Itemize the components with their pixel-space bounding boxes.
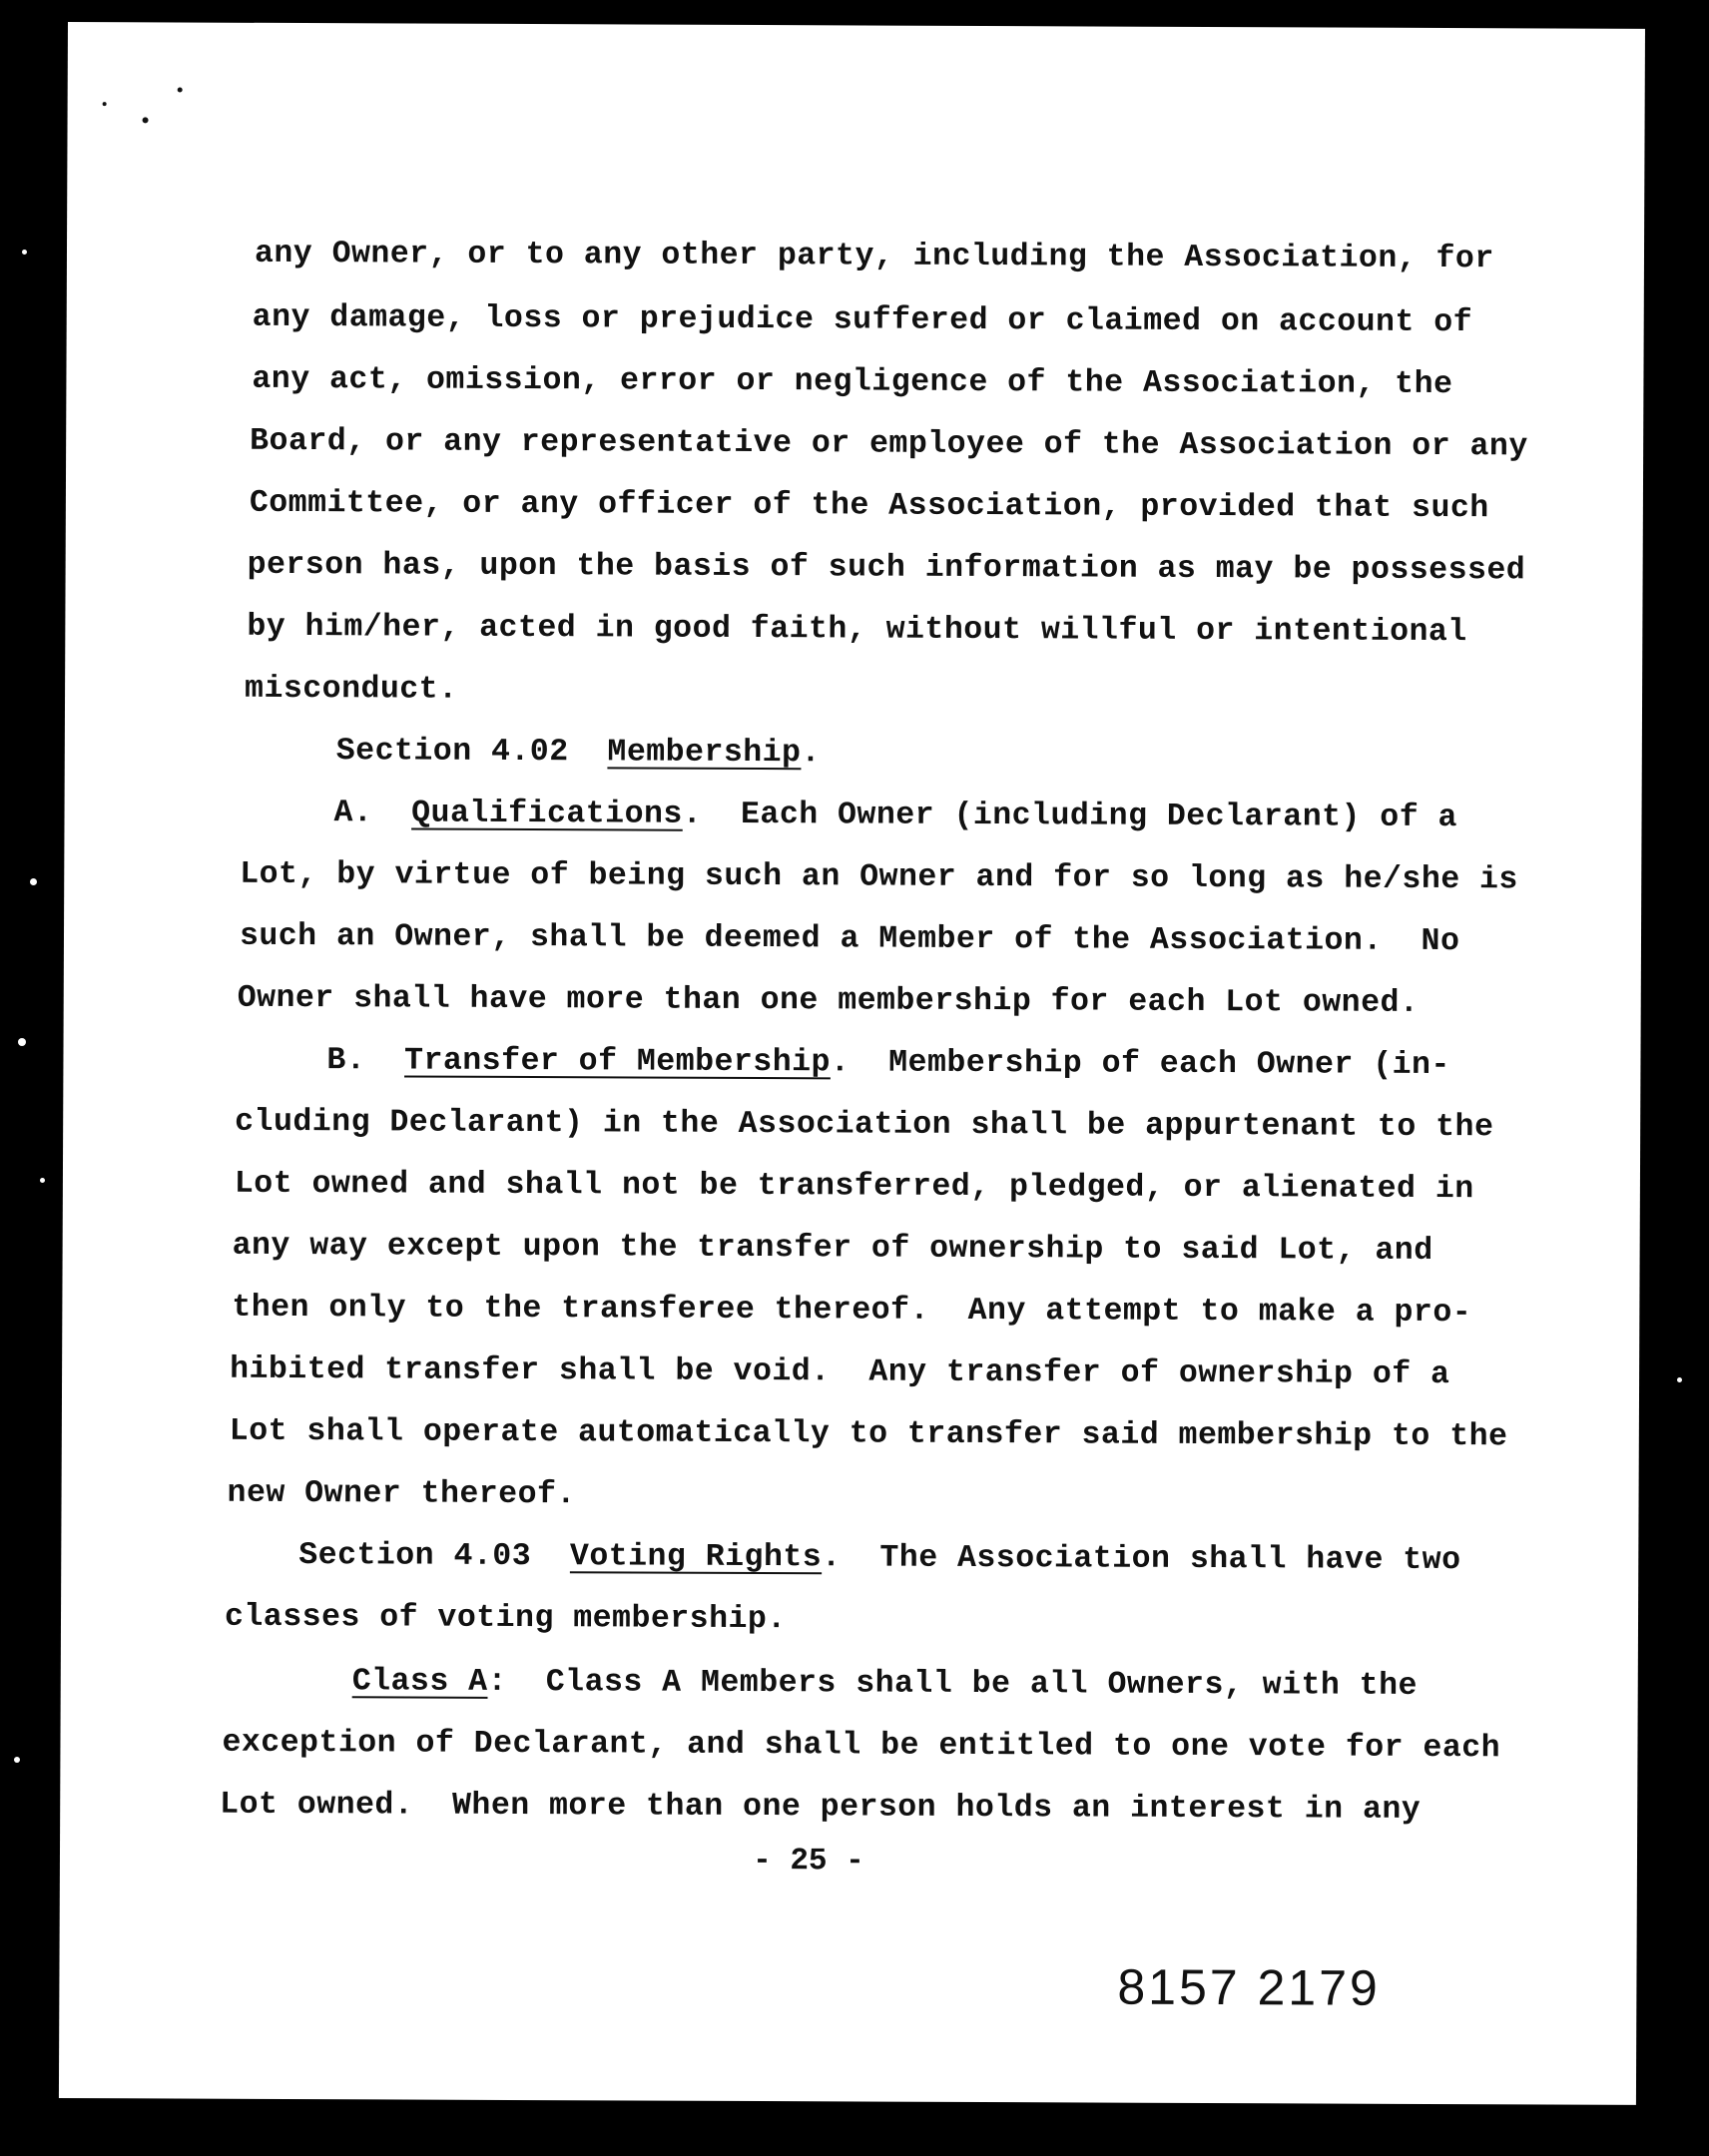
text-line: classes of voting membership. (224, 1599, 787, 1638)
text-line: Lot owned and shall not be transferred, pledged, or alienated in (234, 1166, 1474, 1208)
punctuation: . (682, 797, 703, 832)
text-line: Owner shall have more than one membership for each Lot owned. (237, 980, 1420, 1021)
section-title: Voting Rights (569, 1539, 823, 1576)
text-line: any way except upon the transfer of ownership to said Lot, and (232, 1228, 1433, 1269)
section-number: Section 4.02 (335, 734, 569, 771)
section-heading (298, 1536, 1460, 1581)
text-line: hibited transfer shall be void. Any transfer of ownership of a (230, 1351, 1450, 1393)
text-line: new Owner thereof. (227, 1475, 576, 1513)
punctuation: . (822, 1540, 842, 1576)
punctuation: . (830, 1045, 851, 1081)
subsection-first-line (333, 794, 1457, 838)
text-line: by him/her, acted in good faith, without willful or intentional (247, 609, 1467, 651)
section-number: Section 4.03 (298, 1538, 532, 1575)
subsection-first-line (326, 1041, 1450, 1086)
class-first-line (352, 1662, 1418, 1707)
text-line: Lot, by virtue of being such an Owner and for so long as he/she is (240, 856, 1518, 898)
text-line: exception of Declarant, and shall be entitled to one vote for each (222, 1725, 1501, 1767)
section-title: Membership (607, 735, 802, 772)
text-line: any Owner, or to any other party, including the Association, for (254, 236, 1494, 277)
page-number: - 25 - (753, 1844, 864, 1880)
text-line: any damage, loss or prejudice suffered or claimed on account of (252, 299, 1473, 341)
text-line: Lot shall operate automatically to transfer said membership to the (229, 1413, 1508, 1455)
text-line: Board, or any representative or employee of the Association or any (250, 423, 1528, 465)
text-run: Membership of each Owner (in- (888, 1045, 1450, 1084)
subsection-marker: B. (326, 1043, 366, 1079)
class-heading: Class A (351, 1664, 488, 1700)
subsection-marker: A. (333, 796, 373, 831)
document-number: 8157 2179 (1117, 1958, 1381, 2016)
text-line: misconduct. (245, 671, 458, 708)
document-paper (59, 22, 1645, 2105)
punctuation: . (801, 736, 821, 772)
subsection-heading: Qualifications (411, 796, 683, 832)
text-run: Each Owner (including Declarant) of a (740, 797, 1458, 836)
text-run: The Association shall have two (879, 1540, 1461, 1579)
text-line: Lot owned. When more than one person holds an interest in any (220, 1787, 1422, 1828)
section-heading (336, 732, 821, 774)
text-line: cluding Declarant) in the Association shall be appurtenant to the (235, 1104, 1494, 1146)
text-run: Class A Members shall be all Owners, with the (545, 1665, 1419, 1704)
text-line: then only to the transferee thereof. Any attempt to make a pro- (232, 1290, 1472, 1332)
punctuation: : (487, 1664, 508, 1700)
text-line: such an Owner, shall be deemed a Member of the Association. No (239, 918, 1460, 960)
subsection-heading: Transfer of Membership (404, 1043, 832, 1081)
text-line: person has, upon the basis of such information as may be possessed (247, 547, 1526, 589)
text-line: Committee, or any officer of the Association, provided that such (249, 485, 1489, 527)
text-line: any act, omission, error or negligence of the Association, the (252, 361, 1453, 403)
